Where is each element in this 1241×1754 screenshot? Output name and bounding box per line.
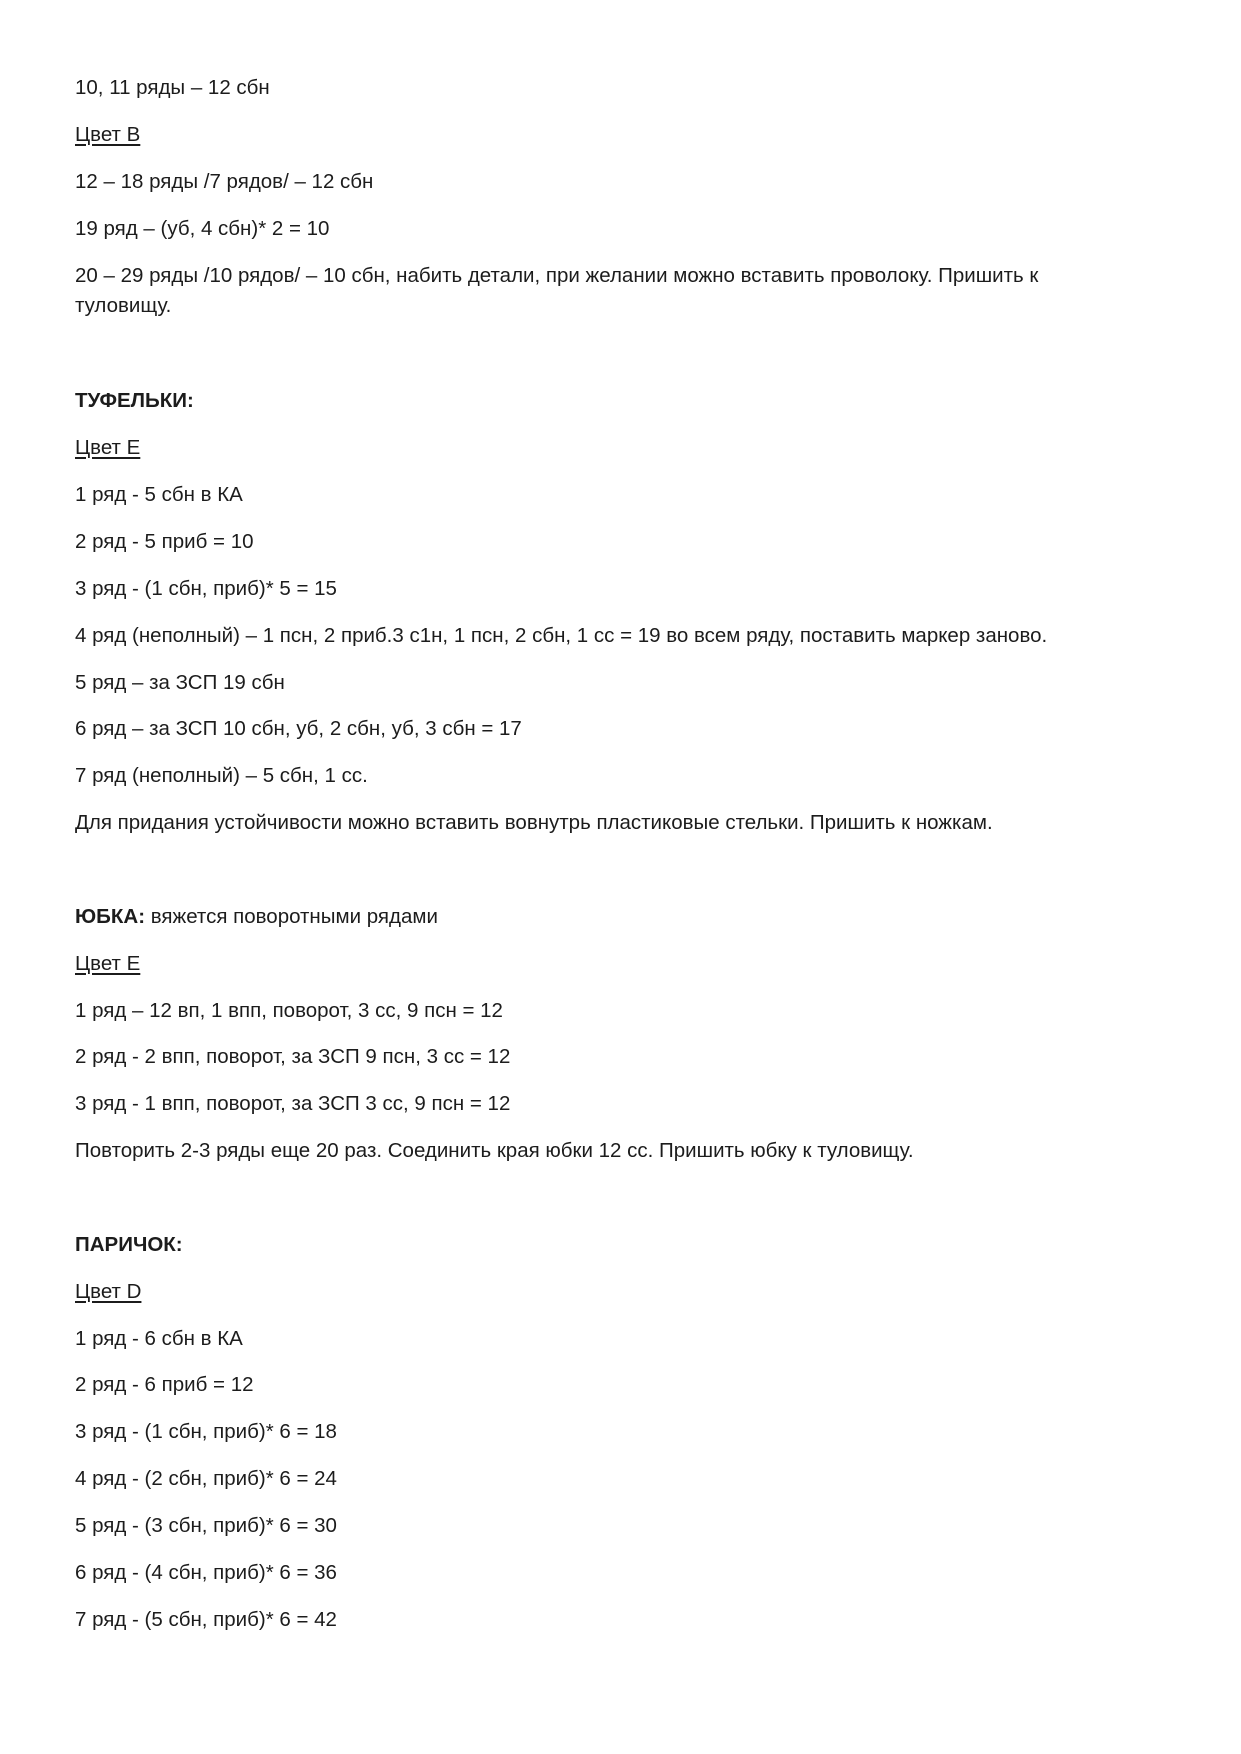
skirt-row-2: 2 ряд - 2 впп, поворот, за ЗСП 9 псн, 3 сс = 12: [75, 1045, 511, 1068]
color-label-e-shoes: Цвет E: [75, 436, 141, 459]
shoes-row-3: 3 ряд - (1 сбн, приб)* 5 = 15: [75, 577, 337, 600]
skirt-subtitle: вяжется поворотными рядами: [145, 905, 438, 928]
skirt-row-1: 1 ряд – 12 вп, 1 впп, поворот, 3 сс, 9 псн = 12: [75, 999, 503, 1022]
skirt-row-3: 3 ряд - 1 впп, поворот, за ЗСП 3 сс, 9 псн = 12: [75, 1092, 511, 1115]
color-label-d-wig: Цвет D: [75, 1280, 142, 1303]
row-12-18: 12 – 18 ряды /7 рядов/ – 12 сбн: [75, 170, 374, 193]
row-20-29: 20 – 29 ряды /10 рядов/ – 10 сбн, набить детали, при желании можно вставить проволоку. Пришить к туловищу.: [75, 264, 1039, 317]
section-title-skirt-line: [75, 905, 438, 929]
shoes-row-4: 4 ряд (неполный) – 1 псн, 2 приб.3 с1н, 1 псн, 2 сбн, 1 сс = 19 во всем ряду, поставить маркер заново.: [75, 624, 1048, 647]
row-10-11: 10, 11 ряды – 12 сбн: [75, 76, 270, 99]
wig-row-3: 3 ряд - (1 сбн, приб)* 6 = 18: [75, 1420, 337, 1443]
wig-row-2: 2 ряд - 6 приб = 12: [75, 1373, 254, 1396]
wig-row-4: 4 ряд - (2 сбн, приб)* 6 = 24: [75, 1467, 337, 1490]
wig-row-7: 7 ряд - (5 сбн, приб)* 6 = 42: [75, 1608, 337, 1631]
section-title-skirt: ЮБКА:: [75, 905, 146, 928]
wig-row-5: 5 ряд - (3 сбн, приб)* 6 = 30: [75, 1514, 337, 1537]
shoes-row-7: 7 ряд (неполный) – 5 сбн, 1 сс.: [75, 764, 368, 787]
color-label-e-skirt: Цвет E: [75, 952, 141, 975]
wig-row-6: 6 ряд - (4 сбн, приб)* 6 = 36: [75, 1561, 337, 1584]
wig-row-1: 1 ряд - 6 сбн в КА: [75, 1327, 243, 1350]
section-title-shoes: ТУФЕЛЬКИ:: [75, 389, 194, 412]
color-label-b: Цвет B: [75, 123, 141, 146]
shoes-row-6: 6 ряд – за ЗСП 10 сбн, уб, 2 сбн, уб, 3 сбн = 17: [75, 717, 522, 740]
shoes-row-5: 5 ряд – за ЗСП 19 сбн: [75, 671, 285, 694]
shoes-row-2: 2 ряд - 5 приб = 10: [75, 530, 254, 553]
skirt-note: Повторить 2-3 ряды еще 20 раз. Соединить края юбки 12 сс. Пришить юбку к туловищу.: [75, 1139, 914, 1162]
shoes-note: Для придания устойчивости можно вставить вовнутрь пластиковые стельки. Пришить к ножкам.: [75, 811, 993, 834]
row-19: 19 ряд – (уб, 4 сбн)* 2 = 10: [75, 217, 330, 240]
section-title-wig: ПАРИЧОК:: [75, 1233, 183, 1256]
shoes-row-1: 1 ряд - 5 сбн в КА: [75, 483, 243, 506]
